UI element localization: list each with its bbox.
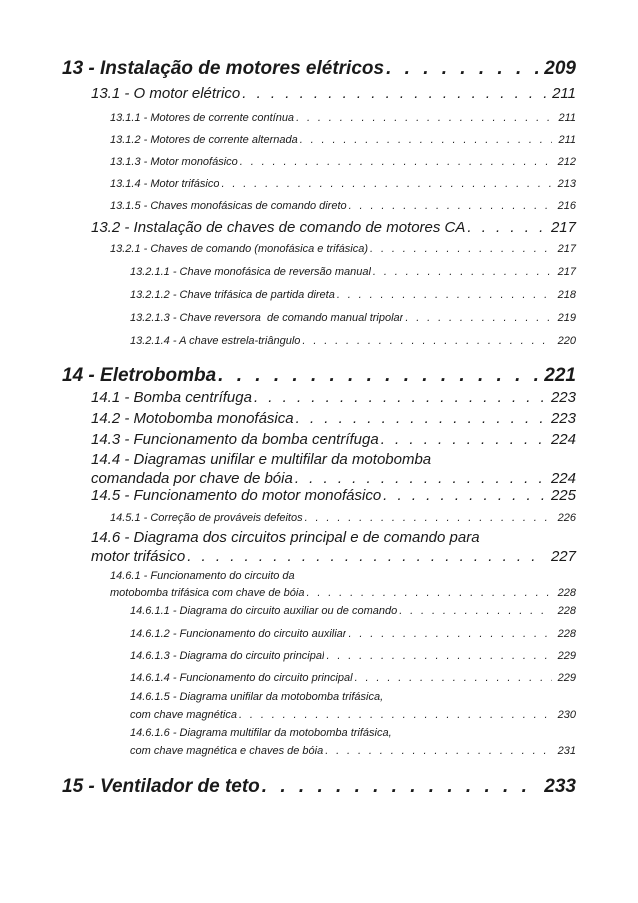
dot-leader	[403, 309, 551, 328]
entry-title: 14.6.1.3 - Diagrama do circuito principal	[130, 650, 325, 662]
dot-leader	[465, 218, 545, 237]
dot-leader	[346, 625, 551, 644]
entry-title: 13.1.2 - Motores de corrente alternada	[110, 134, 298, 146]
dot-leader	[335, 286, 552, 305]
dot-leader	[240, 84, 546, 103]
dot-leader	[237, 706, 552, 724]
chapter-13-entry[interactable]	[62, 58, 576, 80]
entry-title-line1: 14.6.1 - Funcionamento do circuito da	[110, 570, 295, 582]
section-14-6-1-5-entry[interactable]	[130, 688, 576, 724]
dot-leader	[353, 669, 552, 688]
dot-leader	[252, 388, 545, 407]
dot-leader	[384, 58, 538, 80]
entry-page: 219	[557, 312, 576, 324]
entry-title: com chave magnética	[130, 709, 237, 721]
entry-page: 211	[552, 85, 576, 102]
dot-leader	[260, 776, 539, 798]
entry-title-line1: 14.4 - Diagramas unifilar e multifilar da motobomba	[91, 451, 432, 468]
entry-title: 13.2.1.3 - Chave reversora de comando manual tripolar	[130, 312, 404, 324]
entry-title: 13.1.4 - Motor trifásico	[110, 178, 220, 190]
entry-page: 228	[557, 605, 576, 617]
entry-page: 224	[550, 470, 576, 487]
entry-title: com chave magnética e chaves de bóia	[130, 745, 324, 757]
entry-page: 209	[544, 58, 576, 79]
dot-leader	[238, 153, 552, 172]
dot-leader	[216, 365, 538, 387]
section-13-1-4-entry[interactable]	[110, 175, 576, 194]
section-14-4-entry[interactable]	[91, 450, 576, 488]
section-14-6-1-3-entry[interactable]	[130, 647, 576, 666]
dot-leader	[368, 240, 552, 259]
dot-leader	[323, 742, 551, 760]
dot-leader	[303, 509, 552, 528]
entry-page: 217	[557, 266, 576, 278]
entry-title: 14 - Eletrobomba	[62, 365, 217, 386]
entry-title: 15 - Ventilador de teto	[62, 776, 260, 797]
section-13-1-5-entry[interactable]	[110, 197, 576, 216]
section-13-2-1-1-entry[interactable]	[130, 263, 576, 282]
entry-page: 228	[557, 628, 576, 640]
entry-title: 13 - Instalação de motores elétricos	[62, 58, 385, 79]
entry-title: 13.1.5 - Chaves monofásicas de comando direto	[110, 200, 347, 212]
entry-title: motobomba trifásica com chave de bóia	[110, 587, 305, 599]
entry-page: 227	[550, 548, 576, 565]
dot-leader	[294, 109, 552, 128]
entry-page: 211	[558, 112, 576, 124]
entry-page: 230	[557, 709, 576, 721]
entry-title: 13.1.3 - Motor monofásico	[110, 156, 238, 168]
entry-title: 14.1 - Bomba centrífuga	[91, 389, 252, 406]
entry-page: 220	[557, 335, 576, 347]
entry-title-line1: 14.6.1.6 - Diagrama multifilar da motobomba trifásica,	[130, 727, 392, 739]
entry-page: 216	[557, 200, 576, 212]
dot-leader	[298, 131, 553, 150]
entry-page: 211	[558, 134, 576, 146]
entry-page: 223	[550, 389, 576, 406]
dot-leader	[219, 175, 551, 194]
section-14-5-1-entry[interactable]	[110, 509, 576, 528]
entry-title: comandada por chave de bóia	[91, 470, 293, 487]
entry-page: 231	[557, 745, 576, 757]
entry-page: 228	[557, 587, 576, 599]
section-13-2-1-entry[interactable]	[110, 240, 576, 259]
entry-title: 14.6.1.1 - Diagrama do circuito auxiliar ou de comando	[130, 605, 398, 617]
entry-title-line1: 14.6.1.5 - Diagrama unifilar da motobomba trifásica,	[130, 691, 384, 703]
section-14-3-entry[interactable]	[91, 430, 576, 449]
entry-title-line1: 14.6 - Diagrama dos circuitos principal e de comando para	[91, 529, 480, 546]
chapter-15-entry[interactable]	[62, 776, 576, 798]
dot-leader	[381, 486, 545, 505]
entry-title: 14.5.1 - Correção de prováveis defeitos	[110, 512, 303, 524]
section-13-1-2-entry[interactable]	[110, 131, 576, 150]
entry-page: 226	[557, 512, 576, 524]
entry-title: 14.5 - Funcionamento do motor monofásico	[91, 487, 382, 504]
section-14-2-entry[interactable]	[91, 409, 576, 428]
section-14-6-1-6-entry[interactable]	[130, 724, 576, 760]
entry-page: 217	[550, 219, 576, 236]
entry-page: 223	[550, 410, 576, 427]
entry-page: 229	[557, 672, 576, 684]
section-13-2-entry[interactable]	[91, 218, 576, 237]
section-14-5-entry[interactable]	[91, 486, 576, 505]
entry-title: 14.6.1.2 - Funcionamento do circuito auxiliar	[130, 628, 347, 640]
section-13-1-entry[interactable]	[91, 84, 576, 103]
entry-title: 14.6.1.4 - Funcionamento do circuito principal	[130, 672, 353, 684]
section-13-2-1-3-entry[interactable]	[130, 309, 576, 328]
dot-leader	[304, 585, 551, 602]
section-14-6-1-entry[interactable]	[110, 568, 576, 602]
entry-page: 212	[557, 156, 576, 168]
section-14-6-1-2-entry[interactable]	[130, 625, 576, 644]
dot-leader	[379, 430, 545, 449]
section-13-1-1-entry[interactable]	[110, 109, 576, 128]
entry-page: 229	[557, 650, 576, 662]
entry-title: 13.2.1.1 - Chave monofásica de reversão manual	[130, 266, 371, 278]
section-13-1-3-entry[interactable]	[110, 153, 576, 172]
entry-title: 13.2.1.2 - Chave trifásica de partida direta	[130, 289, 335, 301]
entry-page: 225	[550, 487, 576, 504]
section-14-1-entry[interactable]	[91, 388, 576, 407]
dot-leader	[371, 263, 552, 282]
section-14-6-1-1-entry[interactable]	[130, 602, 576, 621]
dot-leader	[397, 602, 551, 621]
entry-page: 218	[557, 289, 576, 301]
entry-title: 13.2 - Instalação de chaves de comando de motores CA	[91, 219, 466, 236]
section-13-2-1-2-entry[interactable]	[130, 286, 576, 305]
entry-title: 13.2.1.4 - A chave estrela-triângulo	[130, 335, 301, 347]
entry-title: 14.2 - Motobomba monofásica	[91, 410, 294, 427]
entry-page: 221	[544, 365, 576, 386]
dot-leader	[347, 197, 552, 216]
entry-page: 224	[550, 431, 576, 448]
section-14-6-1-4-entry[interactable]	[130, 669, 576, 688]
entry-page: 213	[557, 178, 576, 190]
dot-leader	[324, 647, 551, 666]
entry-title: 13.1.1 - Motores de corrente contínua	[110, 112, 295, 124]
entry-page: 233	[544, 776, 576, 797]
entry-page: 217	[557, 243, 576, 255]
dot-leader	[294, 409, 545, 428]
chapter-14-entry[interactable]	[62, 365, 576, 387]
section-13-2-1-4-entry[interactable]	[130, 332, 576, 351]
dot-leader	[185, 547, 545, 566]
entry-title: 13.2.1 - Chaves de comando (monofásica e trifásica)	[110, 243, 369, 255]
entry-title: 14.3 - Funcionamento da bomba centrífuga	[91, 431, 379, 448]
dot-leader	[300, 332, 551, 351]
entry-title: 13.1 - O motor elétrico	[91, 85, 241, 102]
entry-title: motor trifásico	[91, 548, 186, 565]
section-14-6-entry[interactable]	[91, 528, 576, 566]
